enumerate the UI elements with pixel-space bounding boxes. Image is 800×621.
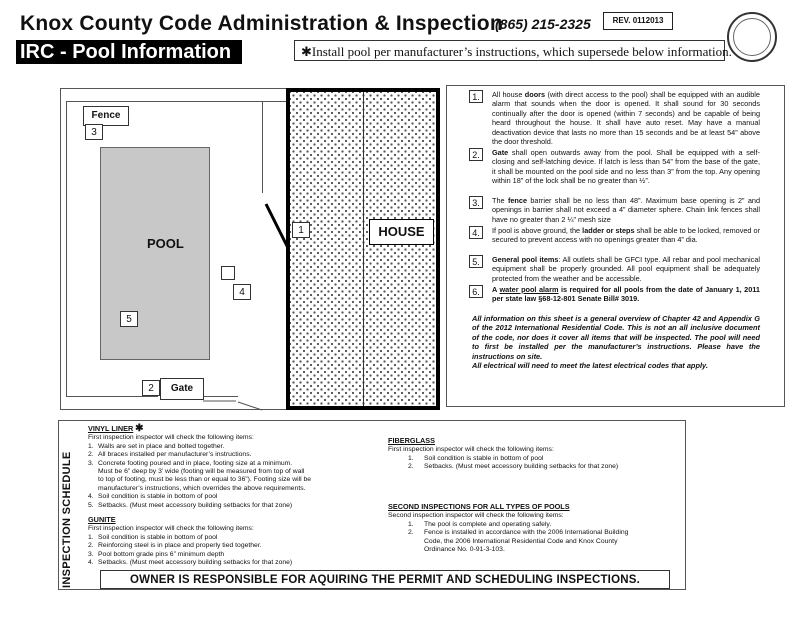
req-number: 3. bbox=[469, 196, 483, 209]
marker-1: 1 bbox=[292, 222, 310, 238]
marker-5: 5 bbox=[120, 311, 138, 327]
gate-label: Gate bbox=[160, 378, 204, 400]
req-2: Gate shall open outwards away from the pool. Shall be equipped with a self-closing and self-latching device. If latch is less than 54” from the base of the gate, it shall be mounted on the pool side and no less than 3” from the top. Any opening within 18” of the lock shall be no greater than ½”. bbox=[492, 148, 760, 186]
req-3: The fence barrier shall be no less than 48”. Maximum base opening is 2” and openings in barrier shall not exceed a 4” diameter sphere. Chain link fences shall have no greater than 2 ¼” mesh size bbox=[492, 196, 761, 224]
req-1: All house doors (with direct access to the pool) shall be equipped with an audible alarm that sounds when the door is opened. It shall sound for 30 seconds continually after the door is opened (within 7 seconds) and be capable of being heard throughout the house. It shall have auto reset. May have a manual deactivation device that lasts no more than 15 seconds and be at least 54” above the door threshold. bbox=[492, 90, 760, 147]
owner-notice: OWNER IS RESPONSIBLE FOR AQUIRING THE PERMIT AND SCHEDULING INSPECTIONS. bbox=[100, 570, 670, 589]
gate-swing-line bbox=[238, 402, 262, 410]
schedule-side-label: INSPECTION SCHEDULE bbox=[61, 451, 73, 588]
house-divider bbox=[363, 92, 364, 406]
req-5: General pool items: All outlets shall be GFCI type. All rebar and pool mechanical equipment shall be properly grounded. All pool equipment shall be adequately protected from the weather and be accessible. bbox=[492, 255, 760, 283]
marker-3: 3 bbox=[85, 124, 103, 140]
req-6: A water pool alarm is required for all pools from the date of January 1, 2011 per state law §68-12-801 Senate Bill# 3019. bbox=[492, 285, 760, 304]
general-info: All information on this sheet is a general overview of Chapter 42 and Appendix G of the 2012 International Residential Code. This is not an all inclusive document of the code, nor does it cover all items that will be inspected. The pool will need to first be installed per the manufacturer’s instructions. Please have the instructions on site. All electrical will need to meet the latest electrical codes that apply. bbox=[472, 314, 760, 371]
req-number: 4. bbox=[469, 226, 483, 239]
page-title: Knox County Code Administration & Inspection bbox=[20, 12, 503, 35]
house-label: HOUSE bbox=[369, 219, 434, 245]
req-number: 1. bbox=[469, 90, 483, 103]
pool-label: POOL bbox=[147, 236, 184, 251]
ladder-icon bbox=[221, 266, 235, 280]
revision-label: REV. 0112013 bbox=[603, 12, 673, 30]
marker-4: 4 bbox=[233, 284, 251, 300]
req-number: 2. bbox=[469, 148, 483, 161]
marker-2: 2 bbox=[142, 380, 160, 396]
req-number: 5. bbox=[469, 255, 483, 268]
vinyl-section: VINYL LINER ✱ First inspection inspector will check the following items: 1. Walls are set in place and bolted together. 2. All braces installed per manufacturer’s instructions. 3. Concrete footing poured and in place, footing size at a minimum. Must be 6” deep by 3’ wide (footing will be measured from top of wall to top of footing, must be less than or equal to 36”). Footing size will be manufacturer’s instructions, which overrides the above requirements. 4. Soil condition is stable in bottom of pool 5. Setbacks. (Must meet accessory building setbacks for that zone) GUNITE First inspection inspector will check the following items: 1. Soil condition is stable in bottom of pool 2. Reinforcing steel is in place and properly tied together. 3. Pool bottom grade pins 6” minimum depth 4. Setbacks. (Must meet accessory building setbacks for that zone) bbox=[88, 423, 312, 567]
second-inspection-section: SECOND INSPECTIONS FOR ALL TYPES OF POOLS Second inspection inspector will check the following items: 1. The pool is complete and operating safely. 2. Fence is installed in accordance with the 2006 International Building Code, the 2006 International Residential Code and Knox County Ordinance No. 0-91-3-103. bbox=[388, 502, 629, 554]
fence-label: Fence bbox=[83, 106, 129, 126]
req-4: If pool is above ground, the ladder or steps shall be able to be locked, removed or secured to prevent access with no openings greater than 4” dia. bbox=[492, 226, 761, 245]
asterisk-icon: ✱ bbox=[135, 423, 144, 434]
electrical-info: All electrical will need to meet the latest electrical codes that apply. bbox=[472, 361, 708, 371]
manufacturer-note: ✱Install pool per manufacturer’s instructions, which supersede below information. bbox=[294, 40, 725, 61]
phone-number: (865) 215-2325 bbox=[495, 16, 591, 32]
fiberglass-section: FIBERGLASS First inspection inspector will check the following items: 1. Soil condition is stable in bottom of pool 2. Setbacks. (Must meet accessory building setbacks for that zone) bbox=[388, 436, 619, 471]
req-number: 6. bbox=[469, 285, 483, 298]
pool-shape bbox=[100, 147, 210, 360]
page-subtitle: IRC - Pool Information bbox=[16, 40, 242, 64]
